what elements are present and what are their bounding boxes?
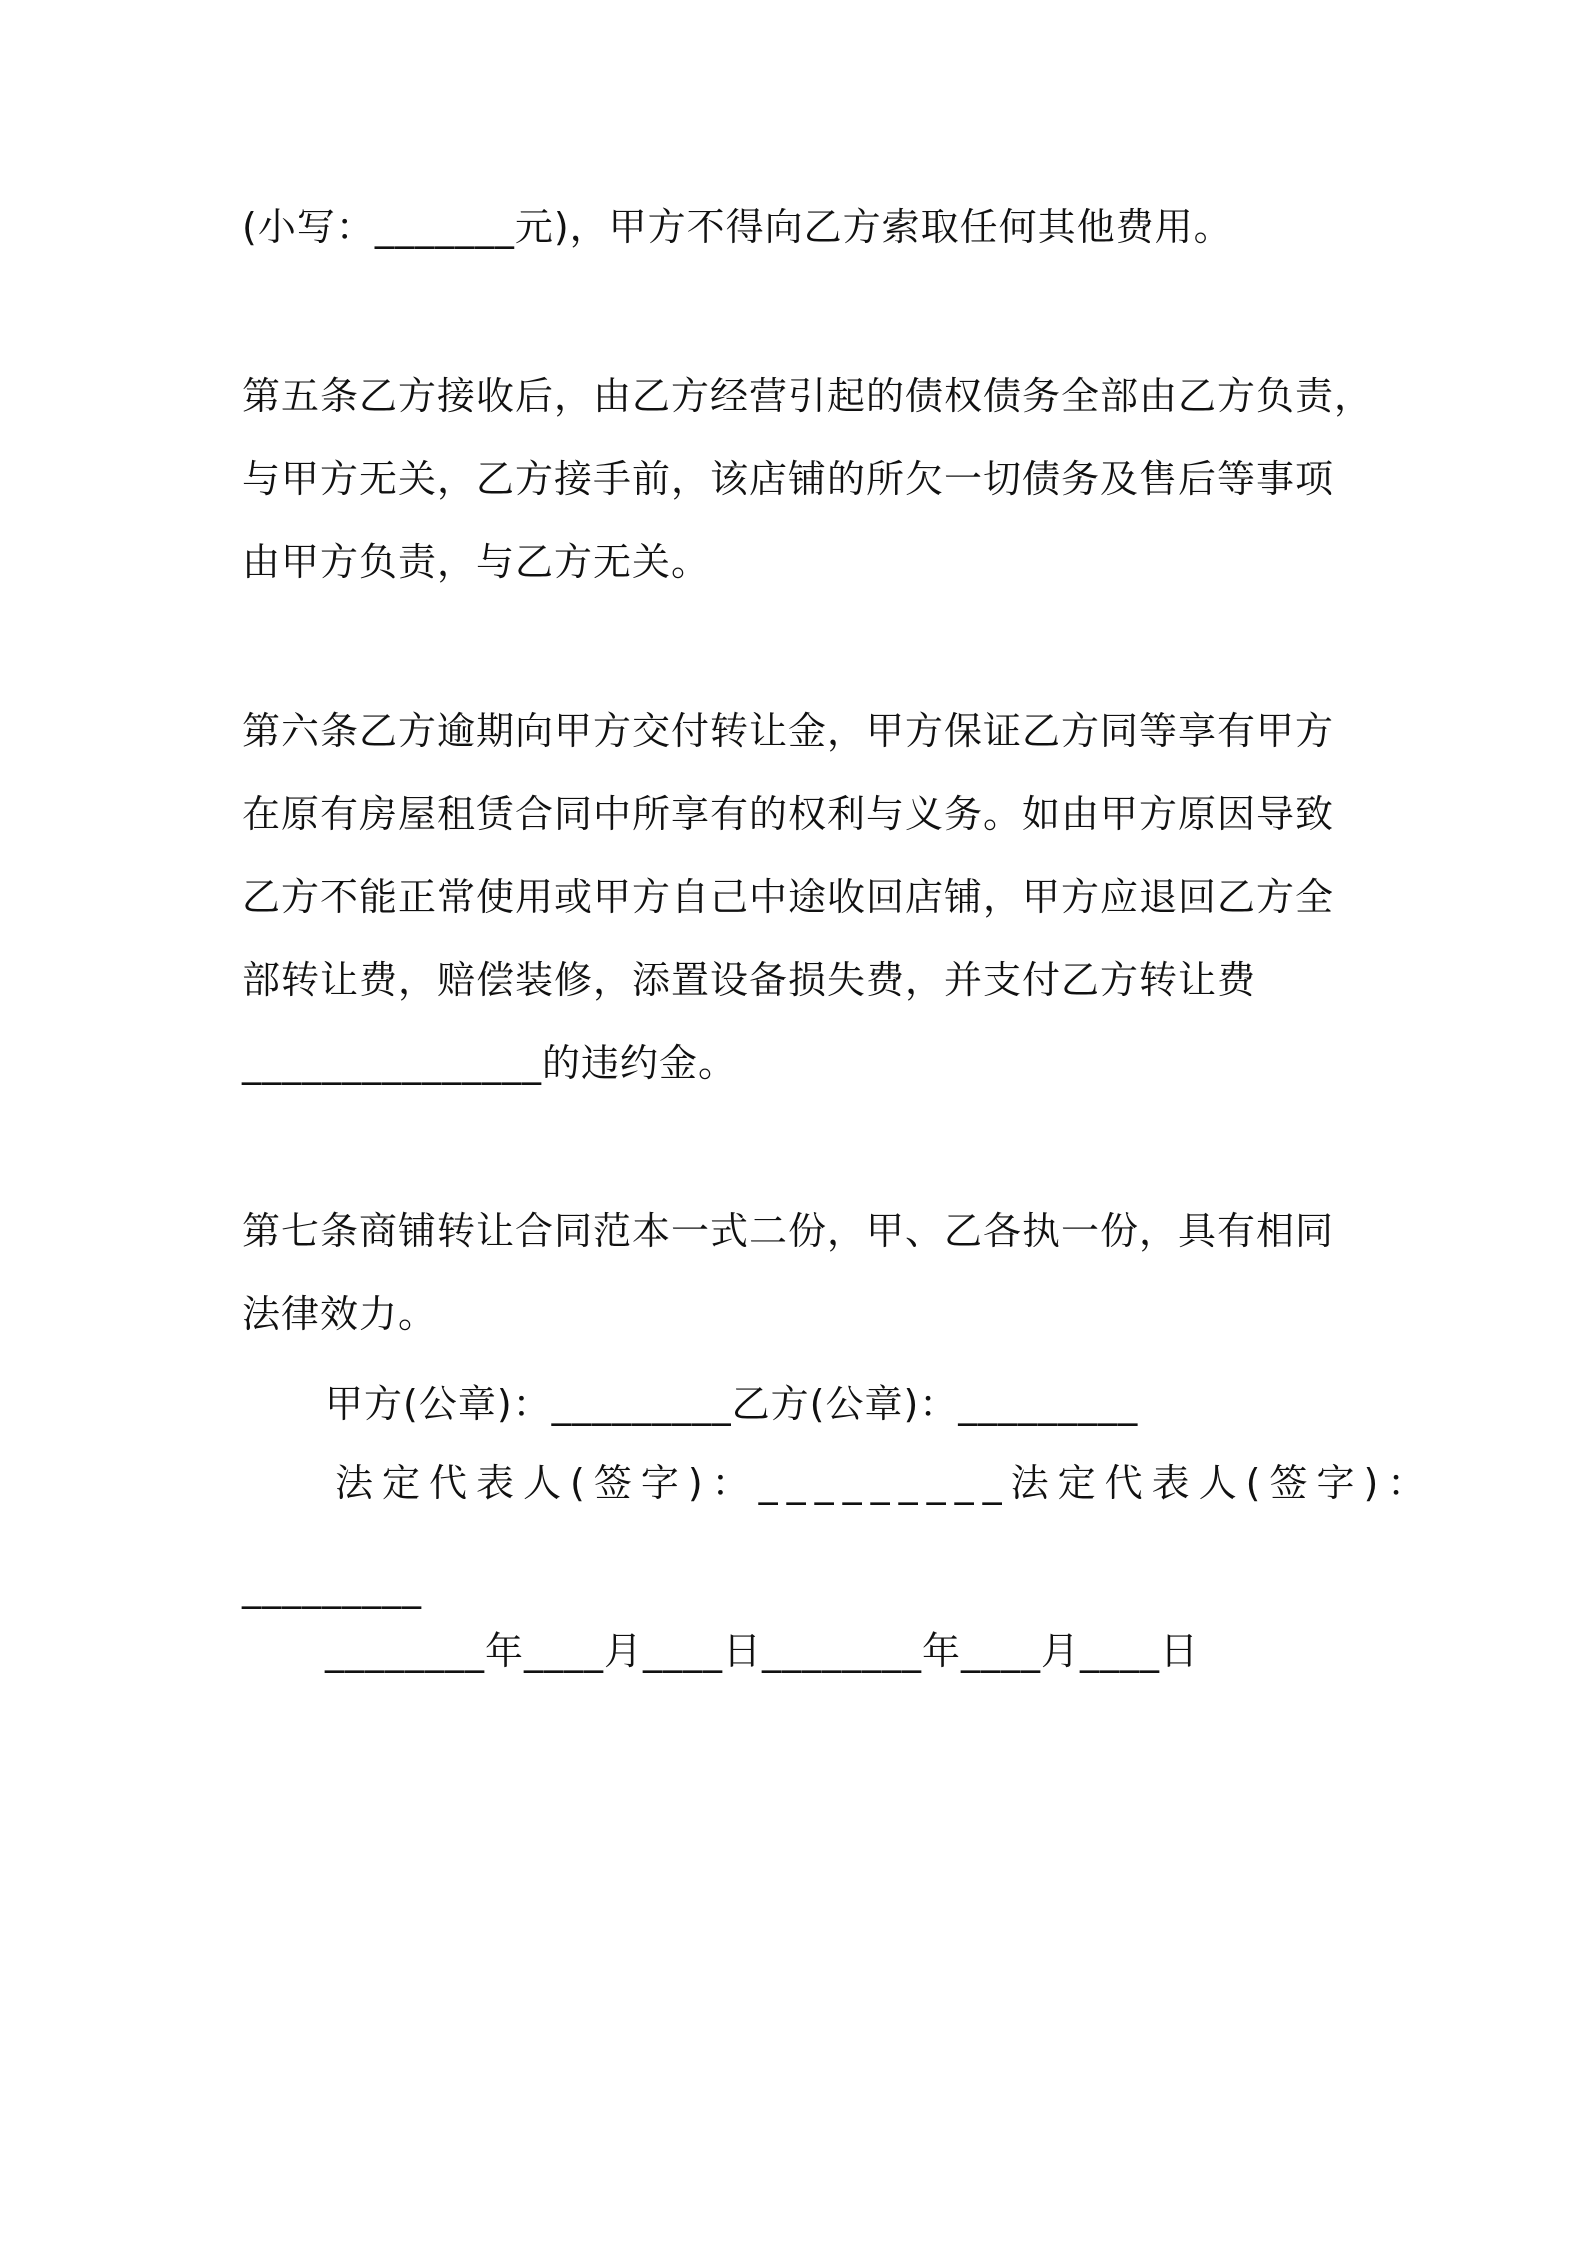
continuation-line: (小写：_______元)，甲方不得向乙方索取任何其他费用。 xyxy=(242,205,1233,249)
article-5-line-3: 由甲方负责，与乙方无关。 xyxy=(242,540,711,584)
article-6-line-4: 部转让费，赔偿装修，添置设备损失费，并支付乙方转让费 xyxy=(242,958,1257,1002)
date-line: ________年____月____日________年____月____日 xyxy=(325,1629,1200,1673)
seal-signature-line: 甲方(公章)：_________乙方(公章)：_________ xyxy=(325,1382,1139,1426)
article-5-line-2: 与甲方无关，乙方接手前，该店铺的所欠一切债务及售后等事项 xyxy=(242,457,1335,501)
article-7-line-2: 法律效力。 xyxy=(242,1292,438,1336)
article-5-line-1: 第五条乙方接收后，由乙方经营引起的债权债务全部由乙方负责， xyxy=(242,374,1374,418)
legal-rep-signature-line: 法定代表人(签字)：_________法定代表人(签字)： xyxy=(335,1461,1435,1505)
article-6-line-3: 乙方不能正常使用或甲方自己中途收回店铺，甲方应退回乙方全 xyxy=(242,875,1335,919)
article-6-line-2: 在原有房屋租赁合同中所享有的权利与义务。如由甲方原因导致 xyxy=(242,792,1335,836)
article-7-line-1: 第七条商铺转让合同范本一式二份，甲、乙各执一份，具有相同 xyxy=(242,1209,1335,1253)
article-6-line-5: _______________的违约金。 xyxy=(242,1041,738,1085)
article-6-line-1: 第六条乙方逾期向甲方交付转让金，甲方保证乙方同等享有甲方 xyxy=(242,709,1335,753)
legal-rep-signature-blank: _________ xyxy=(242,1565,422,1609)
